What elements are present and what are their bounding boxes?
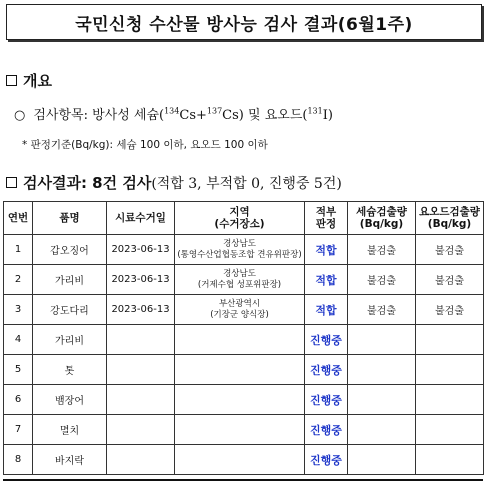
cell-verdict: 진행중 <box>305 325 348 355</box>
page-title-text: 국민신청 수산물 방사능 검사 결과(6월1주) <box>75 14 413 35</box>
section-results-summary: (적합 3, 부적합 0, 진행중 5건) <box>151 175 342 192</box>
section-results-text: 검사결과: 8건 검사 <box>23 174 152 192</box>
cell-iodine <box>416 325 484 355</box>
test-items-label: 검사항목: 방사성 세슘( <box>33 108 165 123</box>
cell-cesium: 불검출 <box>348 265 416 295</box>
header-iodine: 요오드검출량 (Bq/kg) <box>416 202 484 235</box>
cell-no: 6 <box>4 385 33 415</box>
cell-item: 갑오징어 <box>33 235 107 265</box>
cell-region <box>175 325 305 355</box>
cell-item: 바지락 <box>33 445 107 475</box>
header-cesium: 세슘검출량 (Bq/kg) <box>348 202 416 235</box>
cell-date: 2023-06-13 <box>107 295 175 325</box>
cell-date <box>107 445 175 475</box>
cell-cesium <box>348 385 416 415</box>
table-row <box>4 445 484 475</box>
table-row <box>4 295 484 325</box>
cell-date <box>107 415 175 445</box>
cell-cesium <box>348 325 416 355</box>
table-row <box>4 235 484 265</box>
cell-iodine: 불검출 <box>416 265 484 295</box>
cell-no: 7 <box>4 415 33 445</box>
test-items-line <box>14 104 333 123</box>
cell-verdict: 진행중 <box>305 385 348 415</box>
cell-verdict: 진행중 <box>305 445 348 475</box>
cell-iodine <box>416 385 484 415</box>
square-bullet-icon <box>6 177 17 188</box>
cell-iodine: 불검출 <box>416 235 484 265</box>
cs134-mass: 134 <box>164 106 180 116</box>
cell-verdict: 진행중 <box>305 415 348 445</box>
cell-no: 3 <box>4 295 33 325</box>
cs137-symbol: Cs) <box>222 108 244 123</box>
cell-verdict: 진행중 <box>305 355 348 385</box>
cell-date <box>107 355 175 385</box>
cell-no: 1 <box>4 235 33 265</box>
cell-item: 뱀장어 <box>33 385 107 415</box>
criteria-note: * 판정기준(Bq/kg): 세슘 100 이하, 요오드 100 이하 <box>22 139 268 151</box>
cell-item: 가리비 <box>33 325 107 355</box>
i131-mass: 131 <box>307 106 323 116</box>
cell-region: 부산광역시 (기장군 양식장) <box>175 295 305 325</box>
cell-iodine <box>416 355 484 385</box>
i131-symbol: I) <box>322 108 333 123</box>
cell-no: 5 <box>4 355 33 385</box>
cell-region: 경상남도 (거제수협 성포위판장) <box>175 265 305 295</box>
cell-no: 8 <box>4 445 33 475</box>
bottom-divider <box>3 479 483 481</box>
cell-region <box>175 445 305 475</box>
cell-iodine <box>416 445 484 475</box>
cell-verdict: 적합 <box>305 235 348 265</box>
cell-region <box>175 355 305 385</box>
table-header-row <box>4 202 484 235</box>
cell-region <box>175 385 305 415</box>
results-table <box>3 201 484 475</box>
table-row <box>4 265 484 295</box>
cell-iodine <box>416 415 484 445</box>
cell-cesium <box>348 445 416 475</box>
page-title <box>6 4 482 40</box>
header-date: 시료수거일 <box>107 202 175 235</box>
header-region: 지역 (수거장소) <box>175 202 305 235</box>
cell-iodine: 불검출 <box>416 295 484 325</box>
table-row <box>4 355 484 385</box>
cell-item: 톳 <box>33 355 107 385</box>
cs134-symbol: Cs+ <box>179 108 207 123</box>
table-row <box>4 415 484 445</box>
cell-date <box>107 385 175 415</box>
section-overview-text: 개요 <box>23 72 52 90</box>
cell-date: 2023-06-13 <box>107 235 175 265</box>
cell-item: 가리비 <box>33 265 107 295</box>
cell-cesium: 불검출 <box>348 295 416 325</box>
header-item: 품명 <box>33 202 107 235</box>
header-no: 연번 <box>4 202 33 235</box>
cell-verdict: 적합 <box>305 265 348 295</box>
test-items-conj: 및 요오드( <box>248 108 308 123</box>
cell-region: 경상남도 (통영수산업협동조합 견유위판장) <box>175 235 305 265</box>
cell-item: 멸치 <box>33 415 107 445</box>
table-row <box>4 385 484 415</box>
header-verdict: 적부 판정 <box>305 202 348 235</box>
cs137-mass: 137 <box>206 106 223 116</box>
section-results-heading <box>6 172 342 193</box>
cell-region <box>175 415 305 445</box>
cell-cesium <box>348 415 416 445</box>
cell-no: 4 <box>4 325 33 355</box>
section-overview-heading <box>6 70 52 91</box>
cell-cesium: 불검출 <box>348 235 416 265</box>
cell-date <box>107 325 175 355</box>
cell-no: 2 <box>4 265 33 295</box>
cell-item: 강도다리 <box>33 295 107 325</box>
cell-date: 2023-06-13 <box>107 265 175 295</box>
cell-cesium <box>348 355 416 385</box>
circle-bullet-icon: ○ <box>14 108 26 123</box>
table-row <box>4 325 484 355</box>
square-bullet-icon <box>6 75 17 86</box>
cell-verdict: 적합 <box>305 295 348 325</box>
